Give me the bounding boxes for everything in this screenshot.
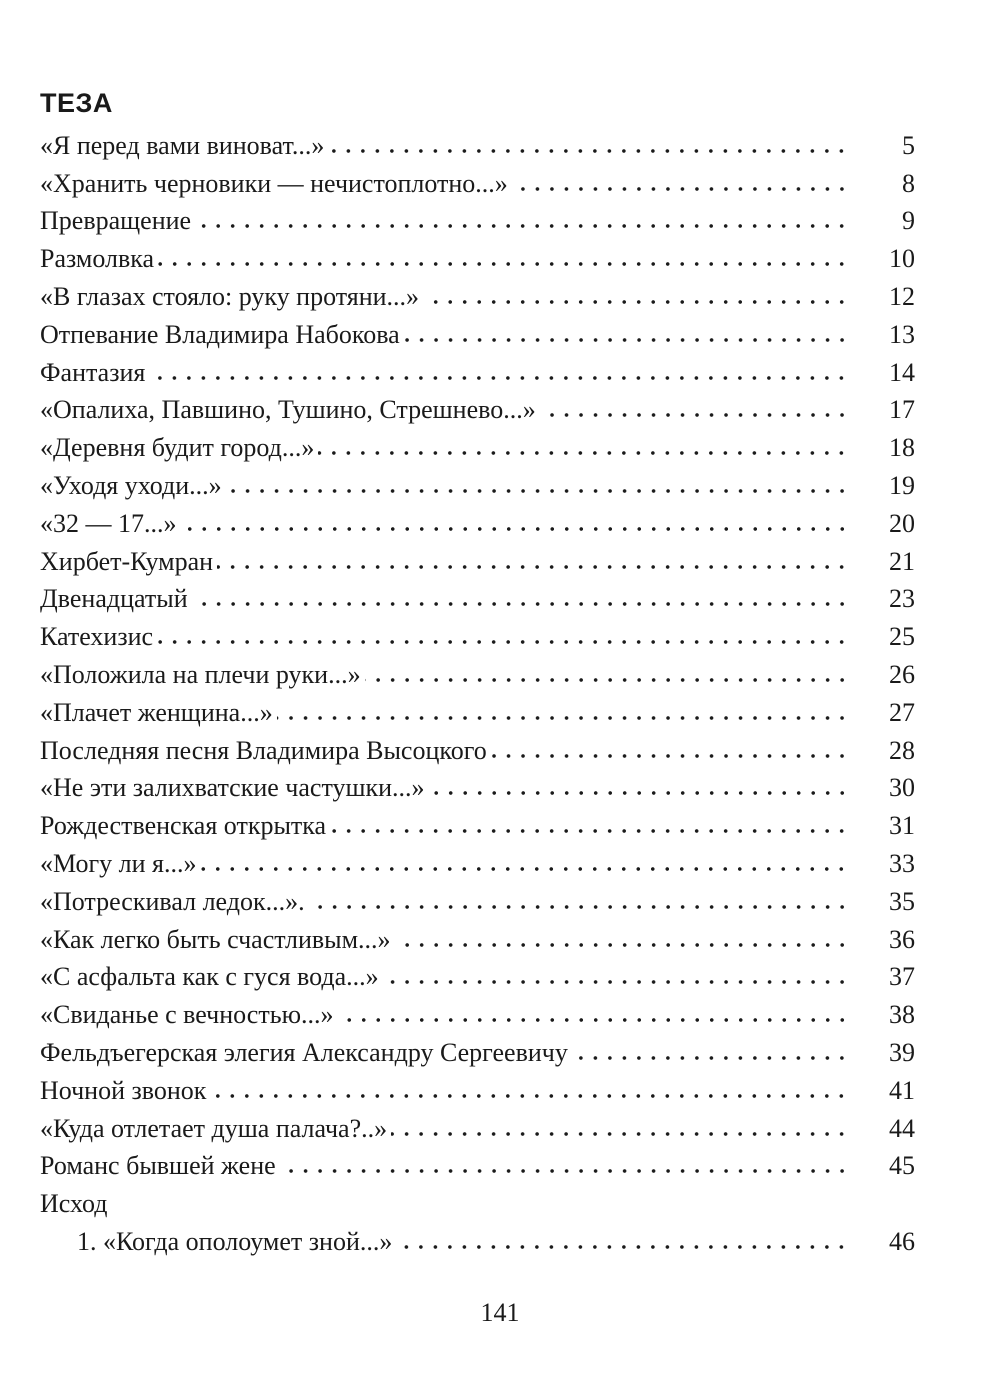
dot-leader	[226, 488, 849, 494]
dot-leader	[309, 904, 849, 910]
toc-entry-title: Отпевание Владимира Набокова	[40, 319, 400, 349]
toc-entry-title: «Куда отлетает душа палача?..»	[40, 1113, 388, 1143]
toc-entry-page: 39	[889, 1038, 915, 1068]
toc-entry	[40, 1148, 915, 1186]
section-title: ТЕЗА	[40, 88, 113, 118]
dot-leader	[423, 299, 849, 305]
dot-leader	[365, 677, 849, 683]
dot-leader	[396, 1244, 849, 1250]
toc-entry	[40, 732, 915, 770]
toc-entry-title: Рождественская открытка	[40, 811, 327, 841]
toc-entry-title: 1. «Когда ополоумет зной...»	[77, 1227, 393, 1256]
toc-entry-page: 25	[889, 622, 915, 652]
dot-leader	[391, 1131, 849, 1137]
toc-entry-title: «Не эти залихватские частушки...»	[40, 773, 425, 803]
dot-leader	[277, 715, 849, 721]
toc-entry-title: «Опалиха, Павшино, Тушино, Стрешнево...»	[40, 395, 536, 425]
toc-entry	[40, 883, 915, 921]
toc-entry	[40, 392, 915, 430]
toc-entry	[40, 1072, 915, 1110]
toc-entry-page: 31	[889, 811, 915, 841]
toc-entry-title: «Как легко быть счастливым...»	[40, 924, 391, 954]
toc-entry-page: 5	[902, 130, 915, 160]
toc-entry-title: Превращение	[40, 206, 192, 236]
toc-entry-page: 30	[889, 773, 915, 803]
toc-entry	[40, 354, 915, 392]
toc-entry	[40, 1185, 915, 1223]
dot-leader	[158, 261, 849, 267]
toc-entry-page: 18	[889, 433, 915, 463]
dot-leader	[540, 412, 849, 418]
dot-leader	[200, 866, 849, 872]
toc-entry-title: Ночной звонок	[40, 1075, 207, 1105]
dot-leader	[328, 148, 849, 154]
toc-entry	[40, 467, 915, 505]
toc-entry-title: «Плачет женщина...»	[40, 697, 273, 727]
dot-leader	[195, 223, 849, 229]
page-number: 141	[480, 1298, 520, 1327]
toc-entry	[40, 505, 915, 543]
toc-entry-title: Фантазия	[40, 357, 146, 387]
dot-leader	[383, 979, 849, 985]
toc-entry-title: «Положила на плечи руки...»	[40, 660, 361, 690]
toc-entry-page: 41	[889, 1075, 915, 1105]
toc-entry-page: 35	[889, 886, 915, 916]
toc-entry	[40, 845, 915, 883]
toc-entry-title: «В глазах стояло: руку протяни...»	[40, 282, 420, 312]
toc-entry	[40, 581, 915, 619]
toc-entry-page: 27	[889, 697, 915, 727]
toc-entry-page: 46	[889, 1227, 915, 1256]
dot-leader	[318, 450, 849, 456]
toc-entry-page: 33	[889, 849, 915, 879]
table-of-contents	[40, 127, 915, 1261]
dot-leader	[429, 790, 849, 796]
toc-entry-title: «32 — 17...»	[40, 508, 177, 538]
dot-leader	[491, 753, 849, 759]
toc-entry	[40, 1223, 915, 1261]
toc-entry-page: 14	[889, 357, 915, 387]
toc-entry-page: 8	[902, 168, 915, 198]
toc-entry-title: «Я перед вами виноват...»	[40, 130, 325, 160]
toc-entry-title: Фельдъегерская элегия Александру Сергеевичу	[40, 1038, 568, 1068]
toc-entry-title: Последняя песня Владимира Высоцкого	[40, 735, 487, 765]
toc-entry	[40, 618, 915, 656]
toc-entry-page: 36	[889, 924, 915, 954]
dot-leader	[404, 337, 849, 343]
toc-entry-page: 12	[889, 282, 915, 312]
toc-entry	[40, 316, 915, 354]
toc-entry-page: 19	[889, 471, 915, 501]
toc-entry-page: 37	[889, 962, 915, 992]
toc-entry-page: 20	[889, 508, 915, 538]
toc-entry	[40, 1110, 915, 1148]
toc-entry	[40, 429, 915, 467]
toc-entry-page: 44	[889, 1113, 915, 1143]
toc-entry-page: 10	[889, 244, 915, 274]
toc-entry-title: «С асфальта как с гуся вода...»	[40, 962, 379, 992]
toc-entry-title: Размолвка	[40, 244, 155, 274]
toc-entry-page: 9	[902, 206, 915, 236]
toc-entry-title: «Могу ли я...»	[40, 849, 197, 879]
toc-entry-page: 28	[889, 735, 915, 765]
toc-entry	[40, 770, 915, 808]
toc-entry-title: Двенадцатый	[40, 584, 188, 614]
toc-entry	[40, 807, 915, 845]
toc-entry-page: 13	[889, 319, 915, 349]
toc-entry	[40, 996, 915, 1034]
toc-entry	[40, 656, 915, 694]
toc-entry	[40, 127, 915, 165]
dot-leader	[181, 526, 850, 532]
dot-leader	[280, 1168, 849, 1174]
toc-entry-title: «Хранить черновики — нечистоплотно...»	[40, 168, 508, 198]
toc-entry	[40, 1034, 915, 1072]
toc-entry-title: Исход	[40, 1189, 108, 1219]
toc-entry-title: Катехизис	[40, 622, 154, 652]
dot-leader	[512, 186, 849, 192]
dot-leader	[338, 1017, 850, 1023]
dot-leader	[572, 1055, 849, 1061]
toc-entry-page: 26	[889, 660, 915, 690]
toc-entry	[40, 278, 915, 316]
dot-leader	[192, 601, 849, 607]
dot-leader	[210, 1093, 849, 1099]
toc-entry-page: 45	[889, 1151, 915, 1181]
toc-entry	[40, 921, 915, 959]
toc-entry-title: Романс бывшей жене	[40, 1151, 276, 1181]
toc-entry	[40, 240, 915, 278]
toc-entry-page: 17	[889, 395, 915, 425]
dot-leader	[217, 564, 849, 570]
dot-leader	[330, 828, 849, 834]
toc-entry	[40, 959, 915, 997]
toc-entry	[40, 165, 915, 203]
toc-entry-page: 38	[889, 1000, 915, 1030]
toc-entry-title: Хирбет-Кумран	[40, 546, 214, 576]
toc-entry-page: 21	[889, 546, 915, 576]
toc-entry	[40, 543, 915, 581]
toc-entry	[40, 203, 915, 241]
dot-leader	[395, 942, 849, 948]
toc-entry-page: 23	[889, 584, 915, 614]
dot-leader	[157, 639, 849, 645]
toc-entry-title: «Уходя уходи...»	[40, 471, 222, 501]
toc-entry-title: «Свиданье с вечностью...»	[40, 1000, 334, 1030]
toc-entry-title: «Деревня будит город...»	[40, 433, 315, 463]
dot-leader	[149, 375, 849, 381]
toc-entry-title: «Потрескивал ледок...».	[40, 886, 305, 916]
toc-entry	[40, 694, 915, 732]
